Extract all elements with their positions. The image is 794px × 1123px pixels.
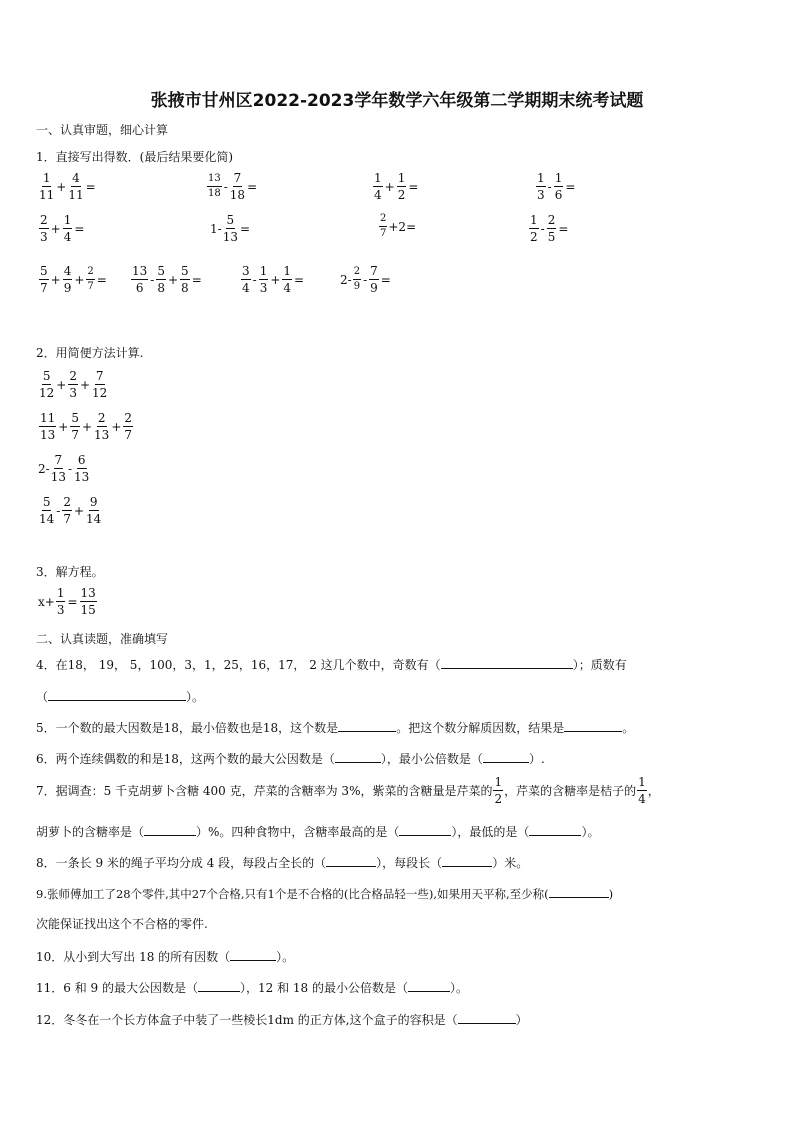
denominator: 7 <box>124 428 133 442</box>
text-segment: ）米。 <box>492 856 529 870</box>
operator: = <box>67 594 78 609</box>
denominator: 13 <box>222 230 238 244</box>
answer-blank[interactable] <box>564 719 622 732</box>
numerator: 1 <box>42 171 51 185</box>
fraction <box>493 776 503 805</box>
numerator: 4 <box>72 171 80 185</box>
denominator: 7 <box>63 512 71 526</box>
text-segment: 胡萝卜的含糖率是（ <box>36 825 145 839</box>
denominator: 13 <box>50 470 66 484</box>
text-segment: 9.张师傅加工了28个零件,其中27个合格,只有1个是不合格的(比合格品轻一些),如果用天平称,至少称( <box>36 887 549 901</box>
answer-blank[interactable] <box>399 823 451 836</box>
denominator: 9 <box>370 281 378 295</box>
operator: + <box>50 272 61 287</box>
question-4 <box>36 656 627 673</box>
question-8 <box>36 854 528 871</box>
text-segment: 。把这个数分解质因数，结果是 <box>396 721 565 735</box>
fraction <box>86 267 94 292</box>
answer-blank[interactable] <box>529 823 581 836</box>
fraction <box>353 267 361 292</box>
question-5 <box>36 719 634 736</box>
denominator: 3 <box>537 188 545 202</box>
operator: + <box>79 377 91 392</box>
text-segment: ）。 <box>276 950 295 964</box>
fraction <box>156 265 166 294</box>
text-segment: ），最小公倍数是（ <box>380 752 483 766</box>
fraction <box>637 776 647 805</box>
text-segment: ），最低的是（ <box>451 825 530 839</box>
denominator: 7 <box>87 281 94 292</box>
fraction <box>223 214 238 243</box>
calc-12 <box>340 265 392 294</box>
numerator: 5 <box>71 411 79 425</box>
denominator: 4 <box>374 188 382 202</box>
question-11 <box>36 979 468 996</box>
denominator: 11 <box>68 188 84 202</box>
text-segment: +2= <box>388 219 417 234</box>
fraction <box>180 265 190 294</box>
calc-6 <box>210 214 251 243</box>
calc-3 <box>372 172 419 201</box>
text-segment: x+ <box>38 594 55 609</box>
operator: + <box>81 419 93 434</box>
operator: + <box>58 419 69 434</box>
answer-blank[interactable] <box>458 1011 516 1024</box>
operator: + <box>74 272 85 287</box>
operator: + <box>384 179 395 194</box>
text-segment: ）。 <box>581 825 600 839</box>
denominator: 3 <box>259 281 268 295</box>
fraction <box>94 412 109 441</box>
simplify-3 <box>38 454 90 483</box>
text-segment: ），12 和 18 的最小公倍数是（ <box>239 981 408 995</box>
denominator: 8 <box>181 281 189 295</box>
fraction <box>123 412 133 441</box>
answer-blank[interactable] <box>442 854 492 867</box>
question-7 <box>36 776 660 805</box>
denominator: 13 <box>94 428 110 442</box>
denominator: 7 <box>71 428 79 442</box>
fraction <box>68 370 78 399</box>
fraction <box>536 172 546 201</box>
denominator: 4 <box>63 230 72 244</box>
operator: + <box>56 179 67 194</box>
question-7-cont <box>36 823 599 840</box>
numerator: 3 <box>242 264 250 278</box>
numerator: 13 <box>80 586 96 600</box>
numerator: 1 <box>56 586 65 600</box>
text-segment: ）. <box>528 752 545 766</box>
text-segment: ）；质数有 <box>572 658 627 672</box>
calc-8 <box>528 214 569 243</box>
text-segment: （ <box>36 690 49 704</box>
numerator: 2 <box>97 411 106 425</box>
section-2-heading: 二、认真读题，准确填写 <box>36 632 169 646</box>
numerator: 13 <box>207 174 222 187</box>
question-4-cont <box>36 688 204 705</box>
denominator: 4 <box>283 281 292 295</box>
equation <box>38 587 98 616</box>
denominator: 14 <box>86 512 102 526</box>
answer-blank[interactable] <box>230 948 276 961</box>
denominator: 9 <box>63 281 72 295</box>
calc-1 <box>38 172 97 201</box>
operator: + <box>270 272 281 287</box>
numerator: 7 <box>54 453 63 467</box>
question-1: 1．直接写出得数．(最后结果要化简) <box>36 150 233 164</box>
text-segment: 1- <box>210 221 222 236</box>
answer-blank[interactable] <box>441 656 573 669</box>
text-segment: 11．6 和 9 的最大公因数是（ <box>36 981 198 995</box>
numerator: 13 <box>132 264 148 278</box>
fraction <box>51 454 66 483</box>
text-segment: ） <box>515 1013 528 1027</box>
numerator: 2 <box>86 267 94 280</box>
operator: - <box>56 503 61 518</box>
denominator: 12 <box>39 386 55 400</box>
operator: + <box>73 503 85 518</box>
numerator: 1 <box>259 264 268 278</box>
denominator: 3 <box>40 230 48 244</box>
operator: + <box>111 419 122 434</box>
question-2: 2．用简便方法计算. <box>36 346 144 360</box>
calc-9 <box>38 265 108 294</box>
text-segment: 4．在18， 19， 5，100，3，1，25，16，17， 2 这几个数中，奇数有（ <box>36 658 441 672</box>
numerator: 5 <box>42 369 51 383</box>
answer-blank[interactable] <box>48 688 186 701</box>
numerator: 5 <box>226 213 235 227</box>
denominator: 4 <box>638 792 646 806</box>
fraction <box>379 214 387 239</box>
fraction <box>39 214 49 243</box>
text-segment: 6．两个连续偶数的和是18，这两个数的最大公因数是（ <box>36 752 335 766</box>
numerator: 4 <box>63 264 72 278</box>
denominator: 3 <box>56 603 65 617</box>
denominator: 15 <box>80 603 96 617</box>
fraction <box>39 265 49 294</box>
fraction <box>39 370 54 399</box>
operator: = <box>558 221 569 236</box>
operator: - <box>252 272 257 287</box>
denominator: 7 <box>380 228 387 239</box>
denominator: 5 <box>547 230 556 244</box>
fraction <box>39 412 56 441</box>
numerator: 5 <box>42 495 51 509</box>
denominator: 2 <box>397 188 406 202</box>
operator: = <box>85 179 96 194</box>
fraction <box>74 454 89 483</box>
answer-blank[interactable] <box>198 979 240 992</box>
calc-10 <box>130 265 203 294</box>
text-segment: ）。 <box>186 690 205 704</box>
denominator: 8 <box>157 281 165 295</box>
operator: = <box>565 179 576 194</box>
numerator: 1 <box>283 264 292 278</box>
numerator: 1 <box>63 213 72 227</box>
numerator: 1 <box>374 171 382 185</box>
fraction <box>70 412 80 441</box>
operator: = <box>380 272 391 287</box>
text-segment: ，芹菜的含糖率是桔子的 <box>504 784 637 798</box>
text-segment: ），每段长（ <box>376 856 443 870</box>
answer-blank[interactable] <box>408 979 450 992</box>
text-segment: 7．据调查：5 千克胡萝卜含糖 400 克，芹菜的含糖率为 3%，紫菜的含糖量是芹菜的 <box>36 784 493 798</box>
operator: - <box>150 272 155 287</box>
answer-blank[interactable] <box>338 719 396 732</box>
page-title: 张掖市甘州区2022-2023学年数学六年级第二学期期末统考试题 <box>150 91 644 111</box>
text-segment: 10．从小到大写出 18 的所有因数（ <box>36 950 231 964</box>
numerator: 2 <box>69 369 77 383</box>
numerator: 2 <box>547 213 556 227</box>
fraction <box>282 265 292 294</box>
fraction <box>39 496 54 525</box>
numerator: 2 <box>63 495 71 509</box>
operator: = <box>294 272 305 287</box>
simplify-1 <box>38 370 108 399</box>
operator: + <box>56 377 67 392</box>
answer-blank[interactable] <box>326 854 376 867</box>
numerator: 2 <box>353 267 361 280</box>
text-segment: ) <box>608 887 614 901</box>
fraction <box>230 172 245 201</box>
fraction <box>207 174 222 199</box>
numerator: 1 <box>494 775 503 789</box>
answer-blank[interactable] <box>483 750 529 763</box>
calc-7 <box>378 214 416 239</box>
numerator: 2 <box>40 213 48 227</box>
answer-blank[interactable] <box>335 750 381 763</box>
denominator: 18 <box>229 188 246 202</box>
numerator: 6 <box>77 453 86 467</box>
operator: = <box>191 272 202 287</box>
answer-blank[interactable] <box>549 885 609 898</box>
operator: = <box>408 179 419 194</box>
operator: + <box>50 221 61 236</box>
text-segment: 2- <box>340 272 352 287</box>
numerator: 5 <box>181 264 189 278</box>
numerator: 5 <box>157 264 165 278</box>
numerator: 2 <box>124 411 133 425</box>
denominator: 9 <box>353 281 361 292</box>
question-9-cont: 次能保证找出这个不合格的零件. <box>36 917 208 931</box>
denominator: 13 <box>40 428 56 442</box>
fraction <box>56 587 66 616</box>
numerator: 9 <box>89 495 98 509</box>
fraction <box>373 172 383 201</box>
question-9 <box>36 885 613 902</box>
operator: = <box>247 179 258 194</box>
calc-4 <box>535 172 576 201</box>
operator: - <box>223 179 228 194</box>
operator: - <box>540 221 545 236</box>
text-segment: 8．一条长 9 米的绳子平均分成 4 段，每段占全长的（ <box>36 856 327 870</box>
text-segment: ， <box>647 784 660 798</box>
calc-5 <box>38 214 85 243</box>
fraction <box>397 172 407 201</box>
fraction <box>241 265 251 294</box>
fraction <box>131 265 148 294</box>
fraction <box>259 265 269 294</box>
fraction <box>68 172 83 201</box>
fraction <box>86 496 101 525</box>
denominator: 7 <box>40 281 48 295</box>
denominator: 6 <box>135 281 144 295</box>
answer-blank[interactable] <box>144 823 196 836</box>
calc-11 <box>240 265 305 294</box>
text-segment: 。 <box>622 721 635 735</box>
fraction <box>369 265 379 294</box>
fraction <box>62 496 72 525</box>
fraction <box>547 214 557 243</box>
calc-2 <box>206 172 258 201</box>
numerator: 2 <box>379 214 387 227</box>
numerator: 7 <box>95 369 104 383</box>
question-6 <box>36 750 545 767</box>
question-3: 3．解方程。 <box>36 565 104 579</box>
numerator: 5 <box>40 264 48 278</box>
numerator: 1 <box>397 171 406 185</box>
text-segment: 12．冬冬在一个长方体盒子中装了一些棱长1dm 的正方体,这个盒子的容积是（ <box>36 1013 458 1027</box>
operator: = <box>74 221 85 236</box>
simplify-4 <box>38 496 102 525</box>
operator: - <box>547 179 552 194</box>
operator: = <box>239 221 251 236</box>
simplify-2 <box>38 412 134 441</box>
numerator: 1 <box>638 775 646 789</box>
text-segment: ）%。四种食物中，含糖率最高的是（ <box>196 825 400 839</box>
denominator: 12 <box>92 386 108 400</box>
operator: + <box>167 272 179 287</box>
denominator: 14 <box>39 512 55 526</box>
denominator: 18 <box>208 188 221 199</box>
fraction <box>554 172 564 201</box>
fraction <box>92 370 107 399</box>
numerator: 7 <box>233 171 242 185</box>
denominator: 2 <box>494 792 503 806</box>
operator: - <box>363 272 368 287</box>
text-segment: 2- <box>38 461 50 476</box>
operator: - <box>67 461 73 476</box>
operator: = <box>96 272 107 287</box>
denominator: 3 <box>69 386 77 400</box>
numerator: 7 <box>370 264 378 278</box>
fraction <box>529 214 539 243</box>
numerator: 1 <box>530 213 538 227</box>
fraction <box>63 214 73 243</box>
fraction <box>80 587 97 616</box>
numerator: 11 <box>40 411 56 425</box>
question-12 <box>36 1011 528 1028</box>
denominator: 13 <box>74 470 90 484</box>
denominator: 2 <box>530 230 538 244</box>
text-segment: 5．一个数的最大因数是18，最小倍数也是18，这个数是 <box>36 721 339 735</box>
fraction <box>63 265 73 294</box>
question-10 <box>36 948 294 965</box>
text-segment: ）。 <box>449 981 468 995</box>
denominator: 6 <box>554 188 563 202</box>
denominator: 4 <box>242 281 250 295</box>
numerator: 1 <box>537 171 545 185</box>
numerator: 1 <box>554 171 563 185</box>
section-1-heading: 一、认真审题，细心计算 <box>36 123 169 137</box>
fraction <box>39 172 54 201</box>
denominator: 11 <box>39 188 55 202</box>
